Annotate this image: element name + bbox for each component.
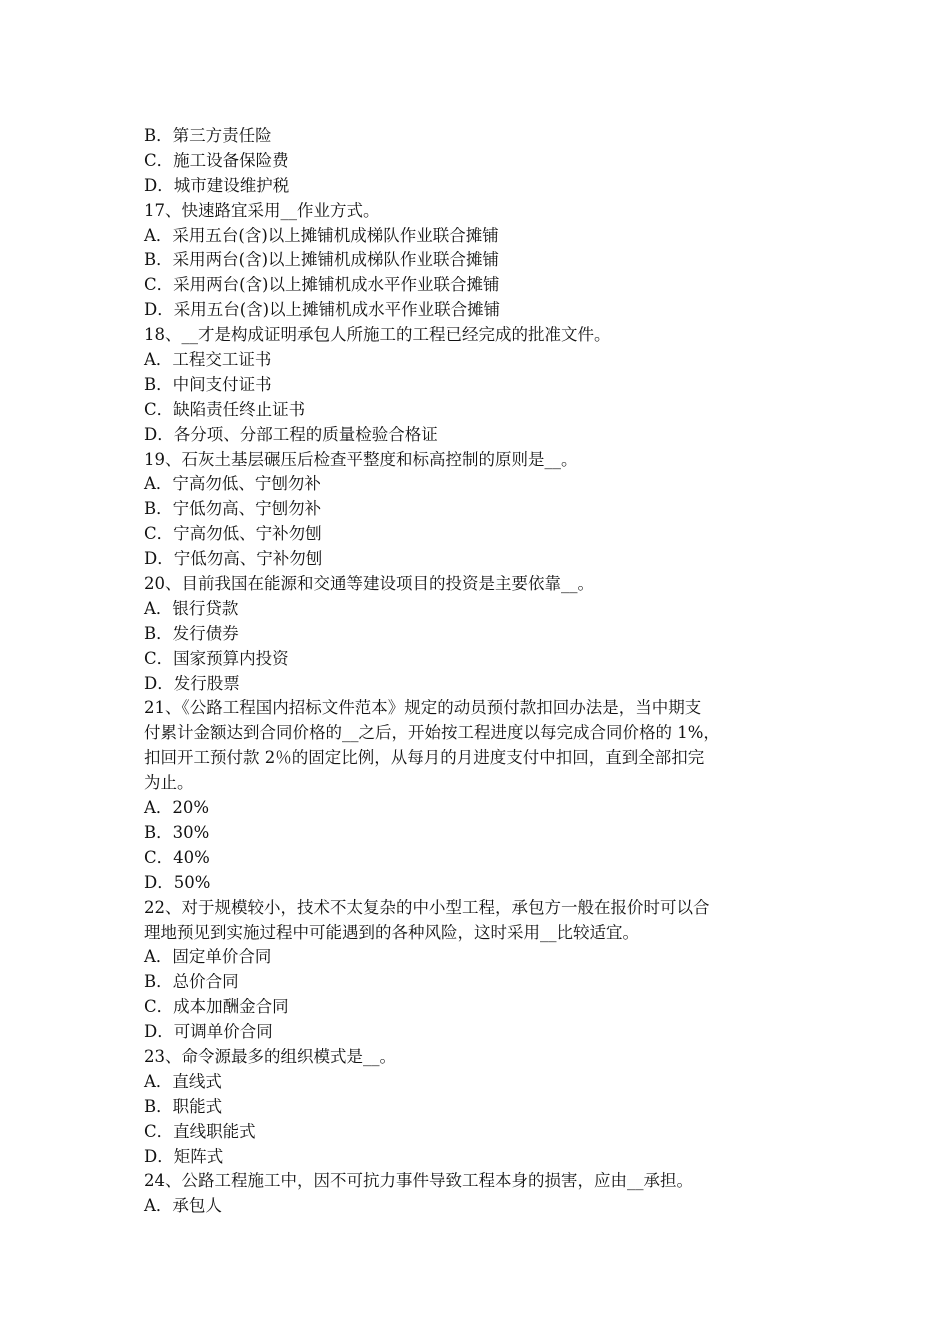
question-18: 18、__才是构成证明承包人所施工的工程已经完成的批准文件。 [144,325,611,345]
option-a-q18: A．工程交工证书 [144,350,272,370]
option-c-q20: C．国家预算内投资 [144,648,289,668]
option-c-q17: C．采用两台(含)以上摊铺机成水平作业联合摊铺 [144,275,500,295]
option-d-q18: D．各分项、分部工程的质量检验合格证 [144,424,438,444]
option-c-q16: C．施工设备保险费 [144,150,289,170]
option-a-q22: A．固定单价合同 [144,947,272,967]
option-a-q24: A．承包人 [144,1196,222,1216]
option-c-q23: C．直线职能式 [144,1121,256,1141]
option-a-q19: A．宁高勿低、宁刨勿补 [144,474,321,494]
question-21-line-4: 为止。 [144,773,194,793]
option-c-q19: C．宁高勿低、宁补勿刨 [144,524,322,544]
option-a-q23: A．直线式 [144,1071,222,1091]
document-page [144,124,810,1219]
option-b-q16: B．第三方责任险 [144,126,272,145]
question-20: 20、目前我国在能源和交通等建设项目的投资是主要依靠__。 [144,574,594,594]
option-c-q18: C．缺陷责任终止证书 [144,399,306,419]
question-19: 19、石灰土基层碾压后检查平整度和标高控制的原则是__。 [144,449,578,469]
option-b-q23: B．职能式 [144,1096,223,1116]
option-a-q20: A．银行贷款 [144,598,239,618]
question-22-line-1: 22、对于规模较小，技术不太复杂的中小型工程，承包方一般在报价时可以合 [144,897,710,917]
option-b-q20: B．发行债券 [144,623,239,643]
question-22-line-2: 理地预见到实施过程中可能遇到的各种风险，这时采用__比较适宜。 [144,922,639,942]
option-d-q16: D．城市建设维护税 [144,175,290,195]
option-c-q22: C．成本加酬金合同 [144,997,289,1017]
option-b-q17: B．采用两台(含)以上摊铺机成梯队作业联合摊铺 [144,250,499,270]
option-d-q21: D．50% [144,872,211,892]
option-d-q22: D．可调单价合同 [144,1022,273,1042]
option-b-q18: B．中间支付证书 [144,374,272,394]
option-a-q21: A．20% [144,798,210,818]
question-21-line-3: 扣回开工预付款 2％的固定比例，从每月的月进度支付中扣回，直到全部扣完 [144,748,705,768]
option-d-q20: D．发行股票 [144,673,240,693]
option-b-q19: B．宁低勿高、宁刨勿补 [144,499,322,519]
option-b-q22: B．总价合同 [144,972,239,992]
option-b-q21: B．30% [144,822,210,842]
question-21-line-1: 21、《公路工程国内招标文件范本》规定的动员预付款扣回办法是，当中期支 [144,698,702,718]
question-17: 17、快速路宜采用__作业方式。 [144,200,380,220]
question-24: 24、公路工程施工中，因不可抗力事件导致工程本身的损害，应由__承担。 [144,1171,693,1191]
question-21-line-2: 付累计金额达到合同价格的__之后，开始按工程进度以每完成合同价格的 1%， [144,723,720,743]
option-d-q23: D．矩阵式 [144,1146,224,1166]
option-d-q17: D．采用五台(含)以上摊铺机成水平作业联合摊铺 [144,300,501,320]
option-c-q21: C．40% [144,847,210,867]
option-d-q19: D．宁低勿高、宁补勿刨 [144,549,323,569]
question-23: 23、命令源最多的组织模式是__。 [144,1046,396,1066]
option-a-q17: A．采用五台(含)以上摊铺机成梯队作业联合摊铺 [144,225,499,245]
